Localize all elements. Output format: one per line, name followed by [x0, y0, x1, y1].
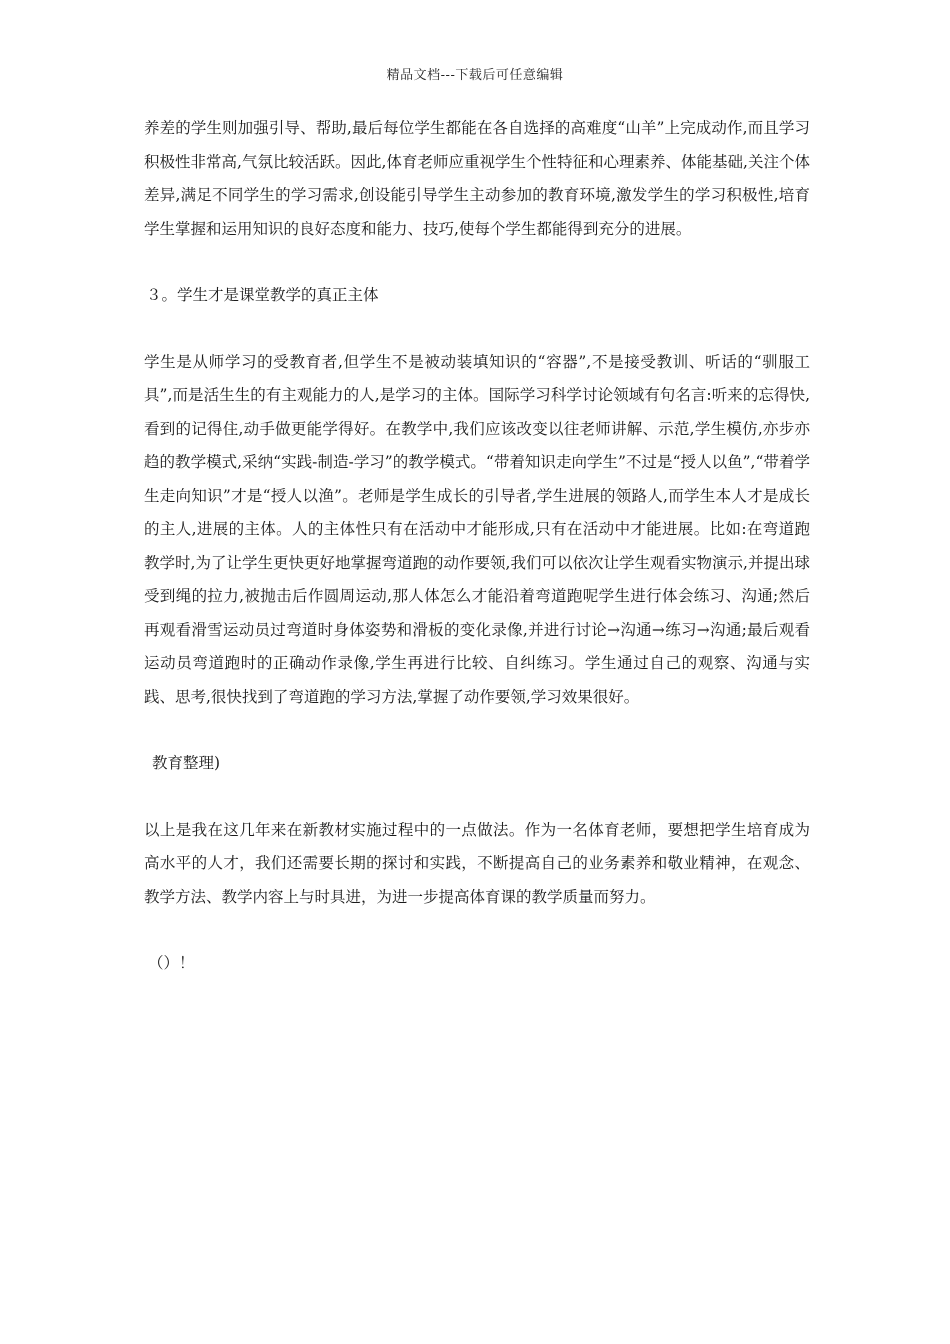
- paragraph-2: 学生是从师学习的受教育者,但学生不是被动装填知识的“容器”,不是接受教训、听话的“驯服工具”,而是活生生的有主观能力的人,是学习的主体。国际学习科学讨论领域有句名言:听来的忘得快,看到的记得住,动手做更能学得好。在教学中,我们应该改变以往老师讲解、示范,学生模仿,亦步亦趋的教学模式,采纳“实践-制造-学习”的教学模式。“带着知识走向学生”不过是“授人以鱼”,“带着学生走向知识”才是“授人以渔”。老师是学生成长的引导者,学生进展的领路人,而学生本人才是成长的主人,进展的主体。人的主体性只有在活动中才能形成,只有在活动中才能进展。比如:在弯道跑教学时,为了让学生更快更好地掌握弯道跑的动作要领,我们可以依次让学生观看实物演示,并提出球受到绳的拉力,被抛击后作圆周运动,那人体怎么才能沿着弯道跑呢学生进行体会练习、沟通;然后再观看滑雪运动员过弯道时身体姿势和滑板的变化录像,并进行讨论→沟通→练习→沟通;最后观看运动员弯道跑时的正确动作录像,学生再进行比较、自纠练习。学生通过自己的观察、沟通与实践、思考,很快找到了弯道跑的学习方法,掌握了动作要领,学习效果很好。: [144, 352, 810, 706]
- paragraph-1: 养差的学生则加强引导、帮助,最后每位学生都能在各自选择的高难度“山羊”上完成动作,而且学习积极性非常高,气氛比较活跃。因此,体育老师应重视学生个性特征和心理素养、体能基础,关注个体差异,满足不同学生的学习需求,创设能引导学生主动参加的教育环境,激发学生的学习积极性,培育学生掌握和运用知识的良好态度和能力、技巧,使每个学生都能得到充分的进展。: [144, 119, 810, 238]
- trailing-mark: （）！: [148, 954, 195, 972]
- section-heading-3: ３。学生才是课堂教学的真正主体: [146, 286, 379, 304]
- source-note: 教育整理): [152, 754, 221, 772]
- paragraph-3: 以上是我在这几年来在新教材实施过程中的一点做法。作为一名体育老师，要想把学生培育成为高水平的人才，我们还需要长期的探讨和实践，不断提高自己的业务素养和敬业精神，在观念、教学方法、教学内容上与时具进，为进一步提高体育课的教学质量而努力。: [144, 820, 810, 906]
- page-header: 精品文档---下载后可任意编辑: [386, 68, 564, 83]
- document-body: [144, 112, 810, 981]
